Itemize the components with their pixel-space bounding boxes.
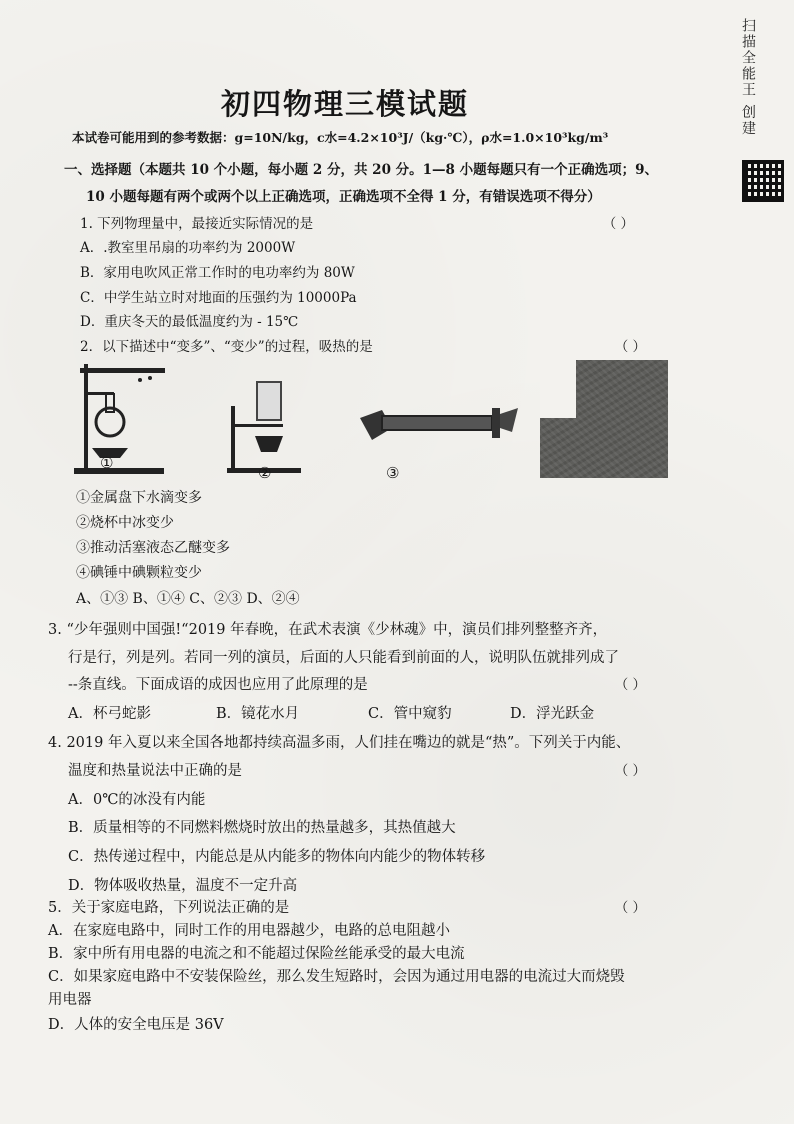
- answer-blank: （ ）: [602, 216, 634, 232]
- q5-option-b: B．家中所有用电器的电流之和不能超过保险丝能承受的最大电流: [48, 946, 465, 962]
- answer-blank: （ ）: [614, 900, 646, 916]
- question-2-figures: [70, 358, 670, 480]
- q3-option-a: A．杯弓蛇影: [68, 706, 151, 722]
- question-1-stem: 1. 下列物理量中，最接近实际情况的是: [80, 216, 314, 232]
- answer-blank: （ ）: [614, 339, 646, 355]
- q5-option-d: D．人体的安全电压是 36V: [48, 1017, 224, 1033]
- section-heading: 一、选择题（本题共 10 个小题，每小题 2 分，共 20 分。1—8 小题每题只有一个正确选项；9、: [64, 162, 659, 178]
- question-4-stem-2: 温度和热量说法中正确的是: [68, 763, 242, 779]
- q4-option-b: B．质量相等的不同燃料燃烧时放出的热量越多，其热值越大: [68, 820, 456, 836]
- q3-option-c: C．管中窥豹: [368, 706, 452, 722]
- figure-label-2: ②: [258, 464, 272, 482]
- answer-blank: （ ）: [614, 763, 646, 779]
- scanner-watermark: [740, 18, 780, 136]
- q1-option-d: D．重庆冬天的最低温度约为 - 15℃: [80, 314, 299, 330]
- q2-choices: A、①③ B、①④ C、②③ D、②④: [76, 591, 300, 607]
- q5-option-c-cont: 用电器: [48, 992, 92, 1008]
- exam-title: 初四物理三模试题: [220, 87, 469, 121]
- q2-item-4: ④碘锤中碘颗粒变少: [76, 565, 202, 581]
- q4-option-a: A．0℃的冰没有内能: [68, 792, 206, 808]
- question-3-stem: 3. “少年强则中国强!“2019 年春晚，在武术表演《少林魂》中，演员们排列整整齐齐，: [48, 622, 608, 638]
- question-2-stem: 2．以下描述中“变多”、“变少”的过程，吸热的是: [80, 339, 373, 355]
- question-5-stem: 5．关于家庭电路，下列说法正确的是: [48, 900, 290, 916]
- q2-item-2: ②烧杯中冰变少: [76, 515, 174, 531]
- experiment-figure-1: [70, 358, 170, 478]
- q4-option-d: D．物体吸收热量，温度不一定升高: [68, 878, 298, 894]
- experiment-figure-2: [225, 376, 305, 476]
- q2-item-1: ①金属盘下水滴变多: [76, 490, 202, 506]
- figure-label-3: ③: [386, 464, 400, 482]
- figure-label-1: ①: [100, 454, 114, 472]
- q5-option-c: C．如果家庭电路中不安装保险丝，那么发生短路时，会因为通过用电器的电流过大而烧毁: [48, 969, 625, 985]
- question-4-stem: 4. 2019 年入夏以来全国各地都持续高温多雨，人们挂在嘴边的就是“热”。下列关于内能、: [48, 735, 631, 751]
- reference-data: 本试卷可能用到的参考数据：g=10N/kg，c水=4.2×10³J/（kg·℃），ρ水=1.0×10³kg/m³: [72, 130, 609, 145]
- answer-blank: （ ）: [614, 677, 646, 693]
- q1-option-c: C．中学生站立时对地面的压强约为 10000Pa: [80, 290, 357, 306]
- qr-code: [742, 160, 784, 202]
- q3-option-d: D．浮光跃金: [510, 706, 595, 722]
- q4-option-c: C．热传递过程中，内能总是从内能多的物体向内能少的物体转移: [68, 849, 486, 865]
- experiment-figure-4-photo: [540, 360, 668, 478]
- experiment-figure-3: [352, 388, 522, 458]
- q1-option-b: B．家用电吹风正常工作时的电功率约为 80W: [80, 265, 355, 281]
- question-3-stem-2: 行是行，列是列。若同一列的演员，后面的人只能看到前面的人，说明队伍就排列成了: [68, 650, 619, 666]
- q5-option-a: A．在家庭电路中，同时工作的用电器越少，电路的总电阻越小: [48, 923, 450, 939]
- question-3-stem-3: --条直线。下面成语的成因也应用了此原理的是: [68, 677, 368, 693]
- section-heading-cont: 10 小题每题有两个或两个以上正确选项，正确选项不全得 1 分，有错误选项不得分）: [86, 189, 601, 205]
- watermark-text: 扫描全能王 创建: [740, 18, 756, 137]
- q1-option-a: A．.教室里吊扇的功率约为 2000W: [80, 240, 296, 256]
- q3-option-b: B．镜花水月: [216, 706, 300, 722]
- q2-item-3: ③推动活塞液态乙醚变多: [76, 540, 230, 556]
